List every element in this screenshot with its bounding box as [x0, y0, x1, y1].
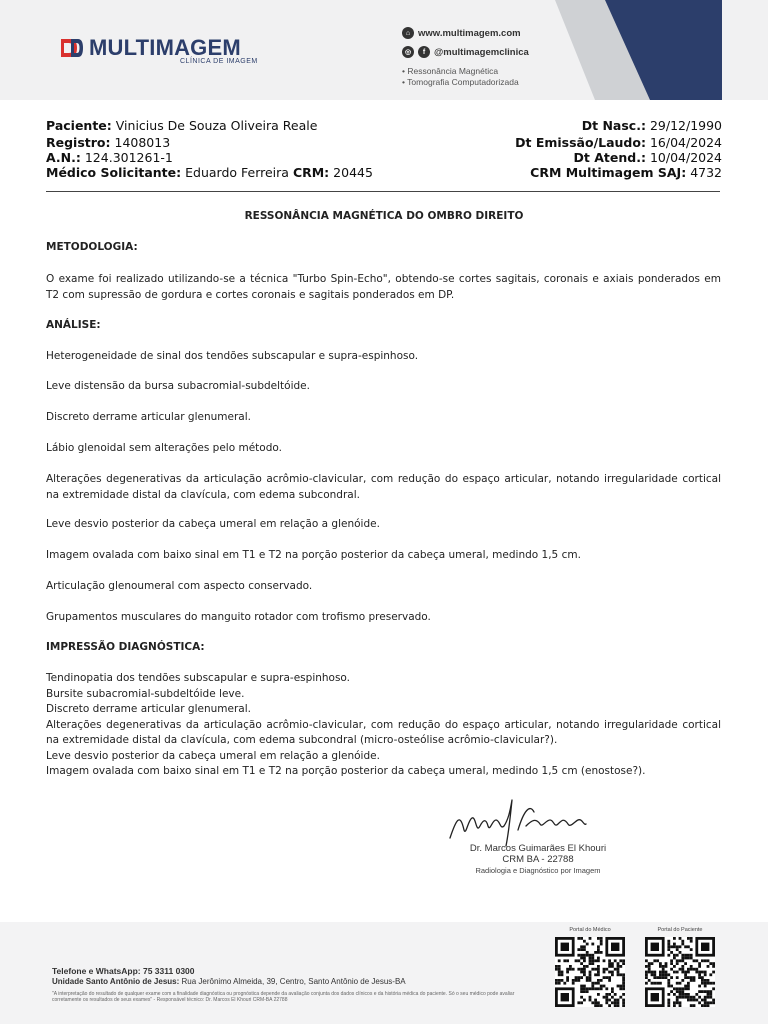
logo-text: MULTIMAGEM: [89, 35, 241, 60]
report-title: RESSONÂNCIA MAGNÉTICA DO OMBRO DIREITO: [244, 210, 524, 222]
service-item: • Ressonância Magnética: [402, 66, 499, 76]
footer-phone: Telefone e WhatsApp: 75 3311 0300: [52, 966, 195, 976]
facebook-icon: f: [418, 46, 430, 58]
impressao-heading: IMPRESSÃO DIAGNÓSTICA:: [46, 641, 205, 653]
patient-name-row: Paciente: Vinicius De Souza Oliveira Reale: [46, 118, 318, 133]
analise-item: Articulação glenoumeral com aspecto conservado.: [46, 580, 313, 592]
nasc-row: Dt Nasc.: 29/12/1990: [581, 118, 722, 133]
medico-row: Médico Solicitante: Eduardo Ferreira CRM: 20445: [46, 165, 373, 180]
impressao-item: Bursite subacromial-subdeltóide leve.: [46, 687, 245, 700]
social-text: @multimagemclinica: [434, 46, 529, 58]
home-icon: ⌂: [402, 27, 414, 39]
footer-disclaimer: "A interpretação do resultado de qualquer exame com a finalidade diagnóstica ou prognóstica depende da avaliação conjunta dos dados clínicos e da história médica do paciente. Só o seu médico pode avaliar corretamente os resultados de seus exames" - Responsável técnico: Dr. Marcos El Khouri CRM-BA 22788: [52, 991, 515, 1003]
registro-value: 1408013: [114, 135, 171, 150]
analise-item: Leve distensão da bursa subacromial-subdeltóide.: [46, 380, 310, 392]
registro-row: Registro: 1408013: [46, 135, 171, 150]
analise-heading: ANÁLISE:: [46, 319, 101, 331]
qr-code-medico[interactable]: [555, 937, 625, 1007]
website-line: [402, 27, 521, 39]
website-text: www.multimagem.com: [418, 27, 521, 39]
saj-row: CRM Multimagem SAJ: 4732: [530, 165, 722, 180]
impressao-item: Leve desvio posterior da cabeça umeral em relação a glenóide.: [46, 749, 380, 762]
analise-item: Discreto derrame articular glenumeral.: [46, 411, 251, 423]
handwritten-signature: [446, 790, 626, 850]
social-line: [402, 46, 529, 58]
crm-value: 20445: [333, 165, 373, 180]
emissao-value: 16/04/2024: [649, 135, 722, 150]
analise-item: Alterações degenerativas da articulação acrômio-clavicular, com redução do espaço articular, notando irregularidade cortical na extremidade distal da clavícula, com edema subcondral.: [46, 473, 721, 501]
analise-item: Lábio glenoidal sem alterações pelo método.: [46, 442, 282, 454]
separator-line: [46, 191, 720, 192]
emissao-row: Dt Emissão/Laudo: 16/04/2024: [515, 135, 722, 150]
impressao-block: [46, 671, 721, 780]
signature-crm: CRM BA - 22788: [502, 854, 574, 865]
an-row: A.N.: 124.301261-1: [46, 150, 173, 165]
medico-value: Eduardo Ferreira: [185, 165, 289, 180]
qr-paciente-label: Portal do Paciente: [657, 927, 703, 933]
atend-row: Dt Atend.: 10/04/2024: [573, 150, 722, 165]
impressao-item: Tendinopatia dos tendões subscapular e supra-espinhoso.: [46, 672, 351, 684]
clinic-logo: [60, 36, 241, 60]
instagram-icon: ◎: [402, 46, 414, 58]
analise-item: Grupamentos musculares do manguito rotador com trofismo preservado.: [46, 611, 431, 623]
metodologia-text: O exame foi realizado utilizando-se a técnica "Turbo Spin-Echo", obtendo-se cortes sagitais, coronais e axiais ponderados em T2 com supressão de gordura e cortes coronais e sagitais ponderados em DP.: [46, 273, 721, 301]
metodologia-heading: METODOLOGIA:: [46, 241, 138, 253]
qr-medico-label: Portal do Médico: [569, 927, 611, 933]
footer-address-text: Rua Jerônimo Almeida, 39, Centro, Santo Antônio de Jesus-BA: [181, 977, 406, 986]
analise-item: Leve desvio posterior da cabeça umeral em relação a glenóide.: [46, 518, 380, 530]
analise-item: Heterogeneidade de sinal dos tendões subscapular e supra-espinhoso.: [46, 350, 419, 362]
footer-address: Unidade Santo Antônio de Jesus: Rua Jerônimo Almeida, 39, Centro, Santo Antônio de Jesus-BA: [52, 977, 406, 986]
impressao-item: Discreto derrame articular glenumeral.: [46, 703, 251, 715]
atend-value: 10/04/2024: [649, 150, 722, 165]
nasc-value: 29/12/1990: [649, 118, 722, 133]
signature-subtitle: Radiologia e Diagnóstico por Imagem: [475, 866, 601, 875]
service-item: • Tomografia Computadorizada: [402, 77, 519, 87]
patient-name: Vinicius De Souza Oliveira Reale: [115, 118, 318, 133]
logo-mark-icon: [60, 37, 84, 59]
saj-value: 4732: [690, 165, 722, 180]
impressao-item: Alterações degenerativas da articulação acrômio-clavicular, com redução do espaço articular, notando irregularidade cortical na extremidade distal da clavícula, com edema subcondral (micro-osteólise acrômio-clavicular?).: [46, 718, 721, 746]
impressao-item: Imagem ovalada com baixo sinal em T1 e T2 na porção posterior da cabeça umeral, medindo 1,5 cm (enostose?).: [46, 765, 646, 777]
signature-name: Dr. Marcos Guimarães El Khouri: [469, 843, 607, 854]
an-value: 124.301261-1: [84, 150, 173, 165]
analise-item: Imagem ovalada com baixo sinal em T1 e T2 na porção posterior da cabeça umeral, medindo 1,5 cm.: [46, 549, 581, 561]
logo-subtitle: CLÍNICA DE IMAGEM: [180, 58, 258, 65]
qr-code-paciente[interactable]: [645, 937, 715, 1007]
